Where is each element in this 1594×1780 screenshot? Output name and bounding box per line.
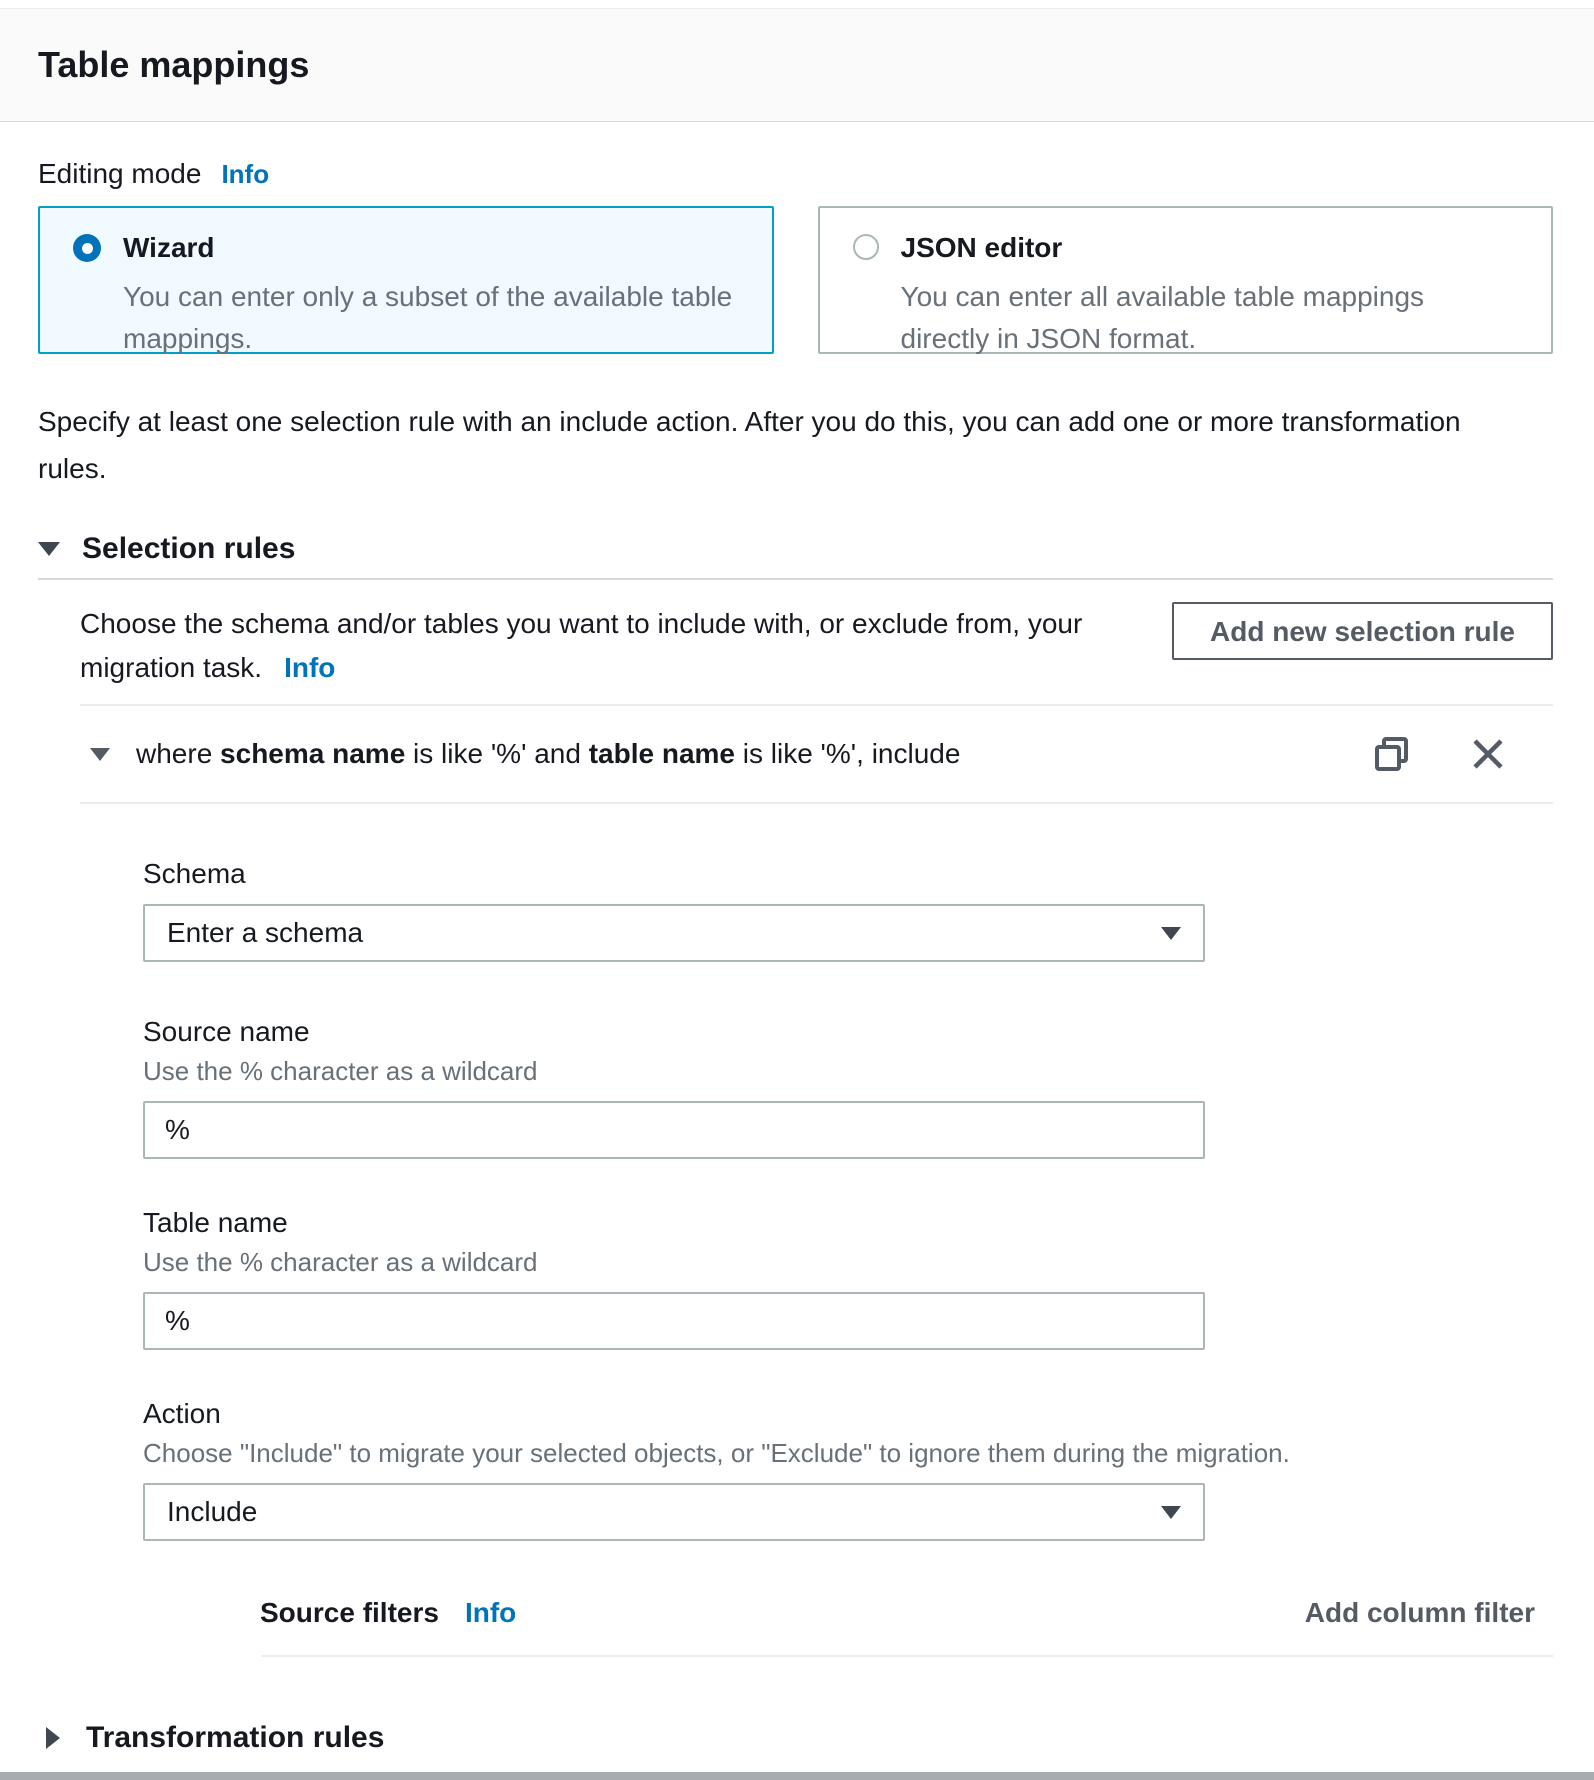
rule-summary-schema-name: schema name bbox=[220, 738, 406, 769]
selection-rule-header bbox=[38, 706, 1553, 802]
action-select-value: Include bbox=[167, 1496, 258, 1527]
rule-summary-text: is like '%', include bbox=[734, 738, 961, 769]
editing-mode-option-json-editor[interactable] bbox=[818, 206, 1554, 354]
selection-rules-info-link[interactable]: Info bbox=[284, 652, 336, 683]
schema-select[interactable] bbox=[143, 904, 1205, 962]
caret-right-icon bbox=[46, 1727, 60, 1749]
selection-rules-description bbox=[80, 602, 1155, 690]
action-label: Action bbox=[143, 1398, 221, 1429]
editing-mode-info-link[interactable]: Info bbox=[221, 159, 270, 189]
rule-actions bbox=[1372, 734, 1508, 774]
divider bbox=[262, 1655, 1553, 1657]
selection-rules-description-text: Choose the schema and/or tables you want to include with, or exclude from, your migration task. bbox=[80, 608, 1083, 683]
rule-summary-text: where bbox=[136, 738, 221, 769]
selection-rules-expander[interactable] bbox=[38, 532, 1553, 566]
copy-icon bbox=[1372, 734, 1412, 774]
editing-mode-row bbox=[38, 158, 1553, 190]
divider bbox=[38, 578, 1553, 580]
remove-rule-button[interactable] bbox=[1468, 734, 1508, 774]
top-strip bbox=[0, 0, 1594, 8]
json-editor-option-title: JSON editor bbox=[900, 232, 1063, 263]
json-editor-option-text bbox=[901, 232, 1521, 360]
source-filters-label: Source filters bbox=[260, 1597, 439, 1628]
transformation-rules-heading: Transformation rules bbox=[86, 1721, 385, 1754]
wizard-option-text bbox=[123, 232, 743, 360]
source-filters-row bbox=[143, 1597, 1553, 1629]
rule-caret-down-icon[interactable] bbox=[90, 748, 110, 761]
source-name-hint: Use the % character as a wildcard bbox=[143, 1056, 538, 1086]
page-title: Table mappings bbox=[38, 44, 310, 85]
radio-unselected-icon[interactable] bbox=[853, 234, 879, 260]
radio-selected-icon[interactable] bbox=[73, 234, 101, 262]
action-select[interactable] bbox=[143, 1483, 1205, 1541]
table-name-hint: Use the % character as a wildcard bbox=[143, 1247, 538, 1277]
table-name-label: Table name bbox=[143, 1207, 288, 1238]
wizard-option-title: Wizard bbox=[123, 232, 215, 263]
selection-rules-heading: Selection rules bbox=[82, 532, 296, 565]
editing-mode-label: Editing mode bbox=[38, 158, 202, 189]
editing-mode-option-wizard[interactable] bbox=[38, 206, 774, 354]
chevron-down-icon bbox=[1161, 927, 1181, 940]
table-mappings-panel bbox=[0, 158, 1594, 1755]
close-icon bbox=[1470, 736, 1506, 772]
table-name-input[interactable] bbox=[143, 1292, 1205, 1350]
selection-rule-form bbox=[38, 858, 1553, 1657]
action-hint: Choose "Include" to migrate your selected objects, or "Exclude" to ignore them during the migration. bbox=[143, 1438, 1290, 1468]
source-filters-heading-group bbox=[260, 1597, 516, 1629]
rule-summary bbox=[136, 738, 960, 770]
transformation-rules-expander[interactable] bbox=[38, 1721, 1553, 1755]
panel-header bbox=[0, 8, 1594, 122]
source-name-input[interactable] bbox=[143, 1101, 1205, 1159]
schema-select-value: Enter a schema bbox=[167, 917, 364, 948]
caret-down-icon bbox=[38, 542, 60, 556]
schema-label: Schema bbox=[143, 858, 246, 889]
rule-summary-text: is like '%' and bbox=[405, 738, 589, 769]
add-new-selection-rule-button[interactable]: Add new selection rule bbox=[1172, 602, 1553, 660]
json-editor-option-description: You can enter all available table mappings directly in JSON format. bbox=[900, 281, 1425, 354]
source-name-label: Source name bbox=[143, 1016, 310, 1047]
divider bbox=[80, 802, 1553, 804]
bottom-scroll-edge bbox=[0, 1772, 1594, 1780]
duplicate-rule-button[interactable] bbox=[1372, 734, 1412, 774]
source-filters-info-link[interactable]: Info bbox=[464, 1597, 517, 1628]
wizard-option-description: You can enter only a subset of the available table mappings. bbox=[123, 281, 733, 354]
rule-summary-table-name: table name bbox=[588, 738, 735, 769]
selection-rules-toolbar bbox=[38, 602, 1553, 690]
chevron-down-icon bbox=[1161, 1506, 1181, 1519]
editing-mode-options bbox=[38, 206, 1553, 354]
intro-text: Specify at least one selection rule with an include action. After you do this, you can add one or more transformation rules. bbox=[38, 406, 1461, 484]
add-column-filter-button[interactable]: Add column filter bbox=[1304, 1597, 1535, 1628]
